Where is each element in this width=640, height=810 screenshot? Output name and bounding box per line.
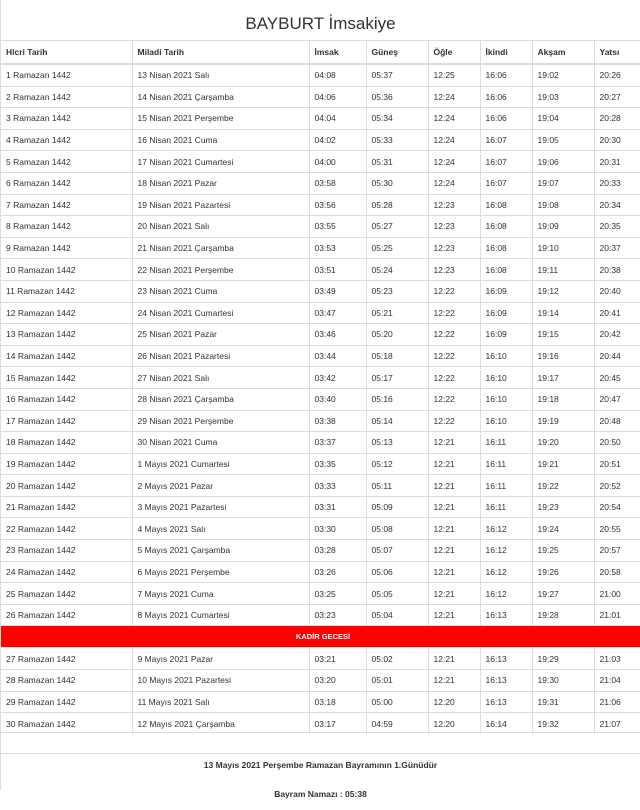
- table-row: [1, 172, 640, 194]
- cell-aksam: 19:14: [532, 302, 594, 324]
- cell-imsak: 03:51: [309, 259, 366, 281]
- cell-gunes: 05:27: [366, 216, 428, 238]
- cell-gunes: 05:17: [366, 367, 428, 389]
- cell-miladi-tarih: 23 Nisan 2021 Cuma: [132, 280, 309, 302]
- cell-yatsi: 21:03: [594, 648, 640, 670]
- cell-miladi-tarih: 29 Nisan 2021 Perşembe: [132, 410, 309, 432]
- cell-ikindi: 16:11: [480, 453, 532, 475]
- cell-ogle: 12:24: [428, 129, 480, 151]
- cell-miladi-tarih: 28 Nisan 2021 Çarşamba: [132, 388, 309, 410]
- table-row: [1, 216, 640, 238]
- cell-imsak: 03:31: [309, 496, 366, 518]
- cell-imsak: 03:28: [309, 540, 366, 562]
- cell-ikindi: 16:06: [480, 86, 532, 108]
- cell-aksam: 19:25: [532, 540, 594, 562]
- cell-yatsi: 20:55: [594, 518, 640, 540]
- cell-miladi-tarih: 19 Nisan 2021 Pazartesi: [132, 194, 309, 216]
- cell-ikindi: 16:08: [480, 216, 532, 238]
- cell-gunes: 05:12: [366, 453, 428, 475]
- cell-gunes: 04:59: [366, 713, 428, 734]
- cell-ogle: 12:22: [428, 410, 480, 432]
- cell-yatsi: 20:34: [594, 194, 640, 216]
- cell-ogle: 12:25: [428, 64, 480, 86]
- cell-miladi-tarih: 12 Mayıs 2021 Çarşamba: [132, 713, 309, 734]
- cell-imsak: 03:17: [309, 713, 366, 734]
- cell-miladi-tarih: 7 Mayıs 2021 Cuma: [132, 583, 309, 605]
- cell-aksam: 19:16: [532, 345, 594, 367]
- cell-yatsi: 20:31: [594, 151, 640, 173]
- cell-miladi-tarih: 16 Nisan 2021 Cuma: [132, 129, 309, 151]
- cell-miladi-tarih: 25 Nisan 2021 Pazar: [132, 324, 309, 346]
- cell-ikindi: 16:12: [480, 540, 532, 562]
- cell-ogle: 12:21: [428, 475, 480, 497]
- cell-ikindi: 16:12: [480, 518, 532, 540]
- cell-ikindi: 16:07: [480, 172, 532, 194]
- cell-aksam: 19:02: [532, 64, 594, 86]
- cell-miladi-tarih: 13 Nisan 2021 Salı: [132, 64, 309, 86]
- cell-ogle: 12:22: [428, 367, 480, 389]
- cell-gunes: 05:30: [366, 172, 428, 194]
- table-row: [1, 518, 640, 540]
- cell-ogle: 12:20: [428, 713, 480, 734]
- cell-hicri-tarih: 21 Ramazan 1442: [1, 496, 132, 518]
- cell-ogle: 12:21: [428, 496, 480, 518]
- cell-aksam: 19:28: [532, 604, 594, 626]
- cell-aksam: 19:32: [532, 713, 594, 734]
- cell-gunes: 05:33: [366, 129, 428, 151]
- table-row: [1, 691, 640, 713]
- imsakiye-table: [1, 40, 640, 734]
- cell-ikindi: 16:14: [480, 713, 532, 734]
- cell-miladi-tarih: 27 Nisan 2021 Salı: [132, 367, 309, 389]
- header-miladi-tarih: Miladi Tarih: [132, 41, 309, 65]
- table-row: [1, 604, 640, 626]
- cell-hicri-tarih: 2 Ramazan 1442: [1, 86, 132, 108]
- cell-gunes: 05:01: [366, 670, 428, 692]
- cell-imsak: 03:20: [309, 670, 366, 692]
- cell-imsak: 03:42: [309, 367, 366, 389]
- cell-gunes: 05:28: [366, 194, 428, 216]
- cell-yatsi: 20:42: [594, 324, 640, 346]
- cell-miladi-tarih: 4 Mayıs 2021 Salı: [132, 518, 309, 540]
- table-row: [1, 453, 640, 475]
- table-header-row: [1, 41, 640, 65]
- table-row: [1, 388, 640, 410]
- cell-hicri-tarih: 27 Ramazan 1442: [1, 648, 132, 670]
- cell-miladi-tarih: 20 Nisan 2021 Salı: [132, 216, 309, 238]
- cell-imsak: 04:00: [309, 151, 366, 173]
- cell-hicri-tarih: 11 Ramazan 1442: [1, 280, 132, 302]
- cell-aksam: 19:19: [532, 410, 594, 432]
- cell-miladi-tarih: 17 Nisan 2021 Cumartesi: [132, 151, 309, 173]
- cell-yatsi: 20:54: [594, 496, 640, 518]
- cell-miladi-tarih: 14 Nisan 2021 Çarşamba: [132, 86, 309, 108]
- cell-aksam: 19:04: [532, 108, 594, 130]
- cell-aksam: 19:23: [532, 496, 594, 518]
- cell-ikindi: 16:10: [480, 410, 532, 432]
- cell-ikindi: 16:09: [480, 324, 532, 346]
- cell-ikindi: 16:11: [480, 475, 532, 497]
- cell-miladi-tarih: 24 Nisan 2021 Cumartesi: [132, 302, 309, 324]
- cell-yatsi: 21:04: [594, 670, 640, 692]
- cell-ikindi: 16:08: [480, 259, 532, 281]
- table-row: [1, 583, 640, 605]
- cell-miladi-tarih: 5 Mayıs 2021 Çarşamba: [132, 540, 309, 562]
- cell-ikindi: 16:10: [480, 388, 532, 410]
- cell-aksam: 19:27: [532, 583, 594, 605]
- bayram-namazi-text: Bayram Namazı : 05:38: [274, 789, 367, 799]
- cell-hicri-tarih: 12 Ramazan 1442: [1, 302, 132, 324]
- cell-aksam: 19:18: [532, 388, 594, 410]
- cell-yatsi: 20:38: [594, 259, 640, 281]
- cell-ikindi: 16:07: [480, 129, 532, 151]
- cell-hicri-tarih: 9 Ramazan 1442: [1, 237, 132, 259]
- cell-imsak: 03:30: [309, 518, 366, 540]
- cell-ogle: 12:22: [428, 388, 480, 410]
- cell-yatsi: 20:45: [594, 367, 640, 389]
- cell-hicri-tarih: 15 Ramazan 1442: [1, 367, 132, 389]
- cell-gunes: 05:11: [366, 475, 428, 497]
- cell-hicri-tarih: 6 Ramazan 1442: [1, 172, 132, 194]
- cell-hicri-tarih: 8 Ramazan 1442: [1, 216, 132, 238]
- cell-ikindi: 16:13: [480, 604, 532, 626]
- table-row: [1, 64, 640, 86]
- cell-ogle: 12:24: [428, 86, 480, 108]
- cell-ogle: 12:21: [428, 604, 480, 626]
- cell-aksam: 19:29: [532, 648, 594, 670]
- cell-hicri-tarih: 24 Ramazan 1442: [1, 561, 132, 583]
- cell-ikindi: 16:07: [480, 151, 532, 173]
- header-hicri-tarih: Hicri Tarih: [1, 41, 132, 65]
- header-gunes: Güneş: [366, 41, 428, 65]
- cell-ikindi: 16:06: [480, 108, 532, 130]
- cell-hicri-tarih: 23 Ramazan 1442: [1, 540, 132, 562]
- cell-imsak: 03:33: [309, 475, 366, 497]
- cell-aksam: 19:31: [532, 691, 594, 713]
- cell-ogle: 12:21: [428, 648, 480, 670]
- cell-imsak: 03:38: [309, 410, 366, 432]
- cell-imsak: 03:44: [309, 345, 366, 367]
- cell-ogle: 12:24: [428, 108, 480, 130]
- cell-ikindi: 16:09: [480, 302, 532, 324]
- cell-aksam: 19:20: [532, 432, 594, 454]
- header-ikindi: İkindi: [480, 41, 532, 65]
- cell-ikindi: 16:09: [480, 280, 532, 302]
- cell-ogle: 12:23: [428, 194, 480, 216]
- cell-imsak: 03:23: [309, 604, 366, 626]
- cell-ikindi: 16:13: [480, 648, 532, 670]
- cell-imsak: 03:46: [309, 324, 366, 346]
- cell-imsak: 03:53: [309, 237, 366, 259]
- table-row: [1, 324, 640, 346]
- cell-ikindi: 16:08: [480, 237, 532, 259]
- cell-hicri-tarih: 5 Ramazan 1442: [1, 151, 132, 173]
- cell-ogle: 12:21: [428, 540, 480, 562]
- cell-ikindi: 16:10: [480, 345, 532, 367]
- table-row: [1, 367, 640, 389]
- cell-hicri-tarih: 7 Ramazan 1442: [1, 194, 132, 216]
- cell-miladi-tarih: 15 Nisan 2021 Perşembe: [132, 108, 309, 130]
- cell-hicri-tarih: 3 Ramazan 1442: [1, 108, 132, 130]
- table-row: [1, 713, 640, 734]
- cell-yatsi: 20:52: [594, 475, 640, 497]
- cell-ogle: 12:23: [428, 259, 480, 281]
- cell-gunes: 05:00: [366, 691, 428, 713]
- table-row: [1, 432, 640, 454]
- cell-yatsi: 20:47: [594, 388, 640, 410]
- cell-yatsi: 20:40: [594, 280, 640, 302]
- cell-aksam: 19:06: [532, 151, 594, 173]
- cell-hicri-tarih: 17 Ramazan 1442: [1, 410, 132, 432]
- cell-ogle: 12:24: [428, 172, 480, 194]
- cell-aksam: 19:12: [532, 280, 594, 302]
- cell-hicri-tarih: 20 Ramazan 1442: [1, 475, 132, 497]
- cell-gunes: 05:04: [366, 604, 428, 626]
- cell-aksam: 19:22: [532, 475, 594, 497]
- cell-yatsi: 21:00: [594, 583, 640, 605]
- cell-imsak: 04:04: [309, 108, 366, 130]
- header-ogle: Öğle: [428, 41, 480, 65]
- cell-yatsi: 21:06: [594, 691, 640, 713]
- cell-gunes: 05:24: [366, 259, 428, 281]
- cell-ikindi: 16:11: [480, 496, 532, 518]
- cell-ogle: 12:21: [428, 518, 480, 540]
- cell-ogle: 12:22: [428, 324, 480, 346]
- cell-gunes: 05:25: [366, 237, 428, 259]
- cell-hicri-tarih: 18 Ramazan 1442: [1, 432, 132, 454]
- cell-miladi-tarih: 9 Mayıs 2021 Pazar: [132, 648, 309, 670]
- cell-ogle: 12:22: [428, 280, 480, 302]
- cell-miladi-tarih: 2 Mayıs 2021 Pazar: [132, 475, 309, 497]
- cell-aksam: 19:05: [532, 129, 594, 151]
- cell-yatsi: 20:41: [594, 302, 640, 324]
- cell-miladi-tarih: 22 Nisan 2021 Perşembe: [132, 259, 309, 281]
- kadir-gecesi-row: [1, 626, 640, 648]
- cell-imsak: 03:25: [309, 583, 366, 605]
- cell-ogle: 12:20: [428, 691, 480, 713]
- cell-hicri-tarih: 1 Ramazan 1442: [1, 64, 132, 86]
- cell-ikindi: 16:11: [480, 432, 532, 454]
- cell-yatsi: 20:57: [594, 540, 640, 562]
- footer: [1, 732, 640, 802]
- table-row: [1, 345, 640, 367]
- cell-ogle: 12:21: [428, 583, 480, 605]
- table-row: [1, 280, 640, 302]
- cell-gunes: 05:02: [366, 648, 428, 670]
- cell-aksam: 19:08: [532, 194, 594, 216]
- table-row: [1, 410, 640, 432]
- cell-yatsi: 20:37: [594, 237, 640, 259]
- table-row: [1, 129, 640, 151]
- cell-miladi-tarih: 30 Nisan 2021 Cuma: [132, 432, 309, 454]
- cell-ogle: 12:24: [428, 151, 480, 173]
- cell-aksam: 19:10: [532, 237, 594, 259]
- cell-imsak: 03:37: [309, 432, 366, 454]
- cell-ogle: 12:21: [428, 561, 480, 583]
- cell-gunes: 05:16: [366, 388, 428, 410]
- cell-gunes: 05:21: [366, 302, 428, 324]
- cell-yatsi: 20:58: [594, 561, 640, 583]
- cell-miladi-tarih: 11 Mayıs 2021 Salı: [132, 691, 309, 713]
- table-row: [1, 237, 640, 259]
- cell-imsak: 03:40: [309, 388, 366, 410]
- cell-yatsi: 20:30: [594, 129, 640, 151]
- cell-ikindi: 16:10: [480, 367, 532, 389]
- header-yatsi: Yatsı: [594, 41, 640, 65]
- cell-miladi-tarih: 10 Mayıs 2021 Pazartesi: [132, 670, 309, 692]
- cell-gunes: 05:23: [366, 280, 428, 302]
- cell-yatsi: 20:35: [594, 216, 640, 238]
- cell-hicri-tarih: 16 Ramazan 1442: [1, 388, 132, 410]
- cell-ogle: 12:22: [428, 302, 480, 324]
- cell-ikindi: 16:12: [480, 583, 532, 605]
- cell-ogle: 12:21: [428, 670, 480, 692]
- cell-ogle: 12:21: [428, 432, 480, 454]
- cell-gunes: 05:34: [366, 108, 428, 130]
- cell-ogle: 12:23: [428, 237, 480, 259]
- cell-yatsi: 20:33: [594, 172, 640, 194]
- table-row: [1, 496, 640, 518]
- cell-aksam: 19:07: [532, 172, 594, 194]
- table-row: [1, 302, 640, 324]
- cell-imsak: 03:35: [309, 453, 366, 475]
- cell-imsak: 03:58: [309, 172, 366, 194]
- cell-yatsi: 21:07: [594, 713, 640, 734]
- cell-gunes: 05:13: [366, 432, 428, 454]
- cell-imsak: 03:18: [309, 691, 366, 713]
- bayram-text: 13 Mayıs 2021 Perşembe Ramazan Bayramının 1.Günüdür: [203, 760, 438, 770]
- cell-hicri-tarih: 10 Ramazan 1442: [1, 259, 132, 281]
- table-row: [1, 194, 640, 216]
- cell-aksam: 19:03: [532, 86, 594, 108]
- cell-ogle: 12:23: [428, 216, 480, 238]
- cell-miladi-tarih: 6 Mayıs 2021 Perşembe: [132, 561, 309, 583]
- cell-imsak: 03:55: [309, 216, 366, 238]
- cell-ogle: 12:21: [428, 453, 480, 475]
- cell-miladi-tarih: 3 Mayıs 2021 Pazartesi: [132, 496, 309, 518]
- cell-gunes: 05:18: [366, 345, 428, 367]
- cell-gunes: 05:07: [366, 540, 428, 562]
- cell-miladi-tarih: 1 Mayıs 2021 Cumartesi: [132, 453, 309, 475]
- table-row: [1, 670, 640, 692]
- cell-ikindi: 16:06: [480, 64, 532, 86]
- table-row: [1, 475, 640, 497]
- cell-hicri-tarih: 26 Ramazan 1442: [1, 604, 132, 626]
- cell-yatsi: 20:44: [594, 345, 640, 367]
- cell-imsak: 04:02: [309, 129, 366, 151]
- cell-hicri-tarih: 14 Ramazan 1442: [1, 345, 132, 367]
- cell-hicri-tarih: 4 Ramazan 1442: [1, 129, 132, 151]
- cell-gunes: 05:36: [366, 86, 428, 108]
- table-row: [1, 648, 640, 670]
- cell-ikindi: 16:13: [480, 691, 532, 713]
- cell-imsak: 04:06: [309, 86, 366, 108]
- cell-gunes: 05:20: [366, 324, 428, 346]
- table-row: [1, 259, 640, 281]
- cell-aksam: 19:24: [532, 518, 594, 540]
- table-row: [1, 86, 640, 108]
- cell-ikindi: 16:08: [480, 194, 532, 216]
- cell-ogle: 12:22: [428, 345, 480, 367]
- page-title: BAYBURT İmsakiye: [245, 14, 396, 33]
- cell-hicri-tarih: 29 Ramazan 1442: [1, 691, 132, 713]
- cell-hicri-tarih: 22 Ramazan 1442: [1, 518, 132, 540]
- cell-imsak: 03:56: [309, 194, 366, 216]
- cell-gunes: 05:08: [366, 518, 428, 540]
- cell-gunes: 05:31: [366, 151, 428, 173]
- cell-gunes: 05:37: [366, 64, 428, 86]
- cell-aksam: 19:21: [532, 453, 594, 475]
- cell-aksam: 19:26: [532, 561, 594, 583]
- cell-gunes: 05:06: [366, 561, 428, 583]
- cell-hicri-tarih: 19 Ramazan 1442: [1, 453, 132, 475]
- cell-imsak: 03:21: [309, 648, 366, 670]
- cell-ikindi: 16:13: [480, 670, 532, 692]
- cell-gunes: 05:05: [366, 583, 428, 605]
- cell-miladi-tarih: 26 Nisan 2021 Pazartesi: [132, 345, 309, 367]
- cell-miladi-tarih: 8 Mayıs 2021 Cumartesi: [132, 604, 309, 626]
- cell-aksam: 19:30: [532, 670, 594, 692]
- footer-spacer: [1, 733, 640, 754]
- cell-ikindi: 16:12: [480, 561, 532, 583]
- cell-aksam: 19:11: [532, 259, 594, 281]
- cell-imsak: 03:49: [309, 280, 366, 302]
- kadir-gecesi-label: KADİR GECESİ: [1, 626, 640, 648]
- cell-yatsi: 20:51: [594, 453, 640, 475]
- cell-miladi-tarih: 21 Nisan 2021 Çarşamba: [132, 237, 309, 259]
- cell-aksam: 19:15: [532, 324, 594, 346]
- cell-imsak: 04:08: [309, 64, 366, 86]
- cell-hicri-tarih: 25 Ramazan 1442: [1, 583, 132, 605]
- table-row: [1, 151, 640, 173]
- cell-hicri-tarih: 13 Ramazan 1442: [1, 324, 132, 346]
- cell-imsak: 03:26: [309, 561, 366, 583]
- table-row: [1, 108, 640, 130]
- header-imsak: İmsak: [309, 41, 366, 65]
- cell-aksam: 19:09: [532, 216, 594, 238]
- table-row: [1, 561, 640, 583]
- table-row: [1, 540, 640, 562]
- cell-yatsi: 20:26: [594, 64, 640, 86]
- cell-miladi-tarih: 18 Nisan 2021 Pazar: [132, 172, 309, 194]
- cell-gunes: 05:14: [366, 410, 428, 432]
- cell-yatsi: 21:01: [594, 604, 640, 626]
- cell-aksam: 19:17: [532, 367, 594, 389]
- cell-hicri-tarih: 28 Ramazan 1442: [1, 670, 132, 692]
- cell-hicri-tarih: 30 Ramazan 1442: [1, 713, 132, 734]
- cell-gunes: 05:09: [366, 496, 428, 518]
- header-aksam: Akşam: [532, 41, 594, 65]
- cell-yatsi: 20:48: [594, 410, 640, 432]
- cell-yatsi: 20:50: [594, 432, 640, 454]
- cell-imsak: 03:47: [309, 302, 366, 324]
- cell-yatsi: 20:28: [594, 108, 640, 130]
- cell-yatsi: 20:27: [594, 86, 640, 108]
